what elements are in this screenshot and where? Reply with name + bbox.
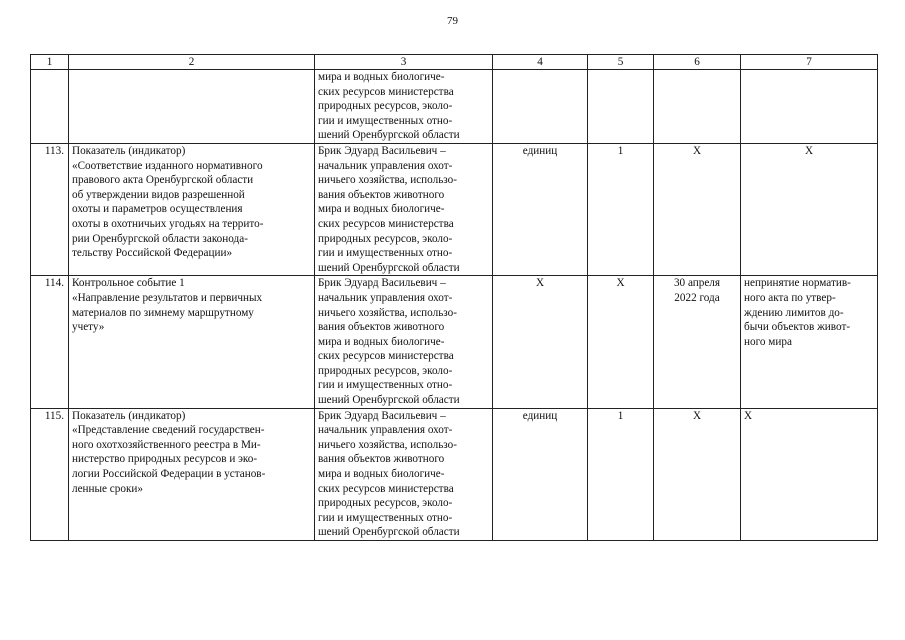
header-cell-2: 2 xyxy=(69,55,315,70)
row-number: 114. xyxy=(31,276,69,408)
table-row-115 xyxy=(31,408,878,540)
row-number xyxy=(31,70,69,144)
unit-cell: единиц xyxy=(493,143,588,275)
value-cell: 1 xyxy=(588,408,654,540)
header-cell-3: 3 xyxy=(315,55,493,70)
deadline-cell xyxy=(654,70,741,144)
table-header-row xyxy=(31,55,878,70)
value-cell: Х xyxy=(588,276,654,408)
table-row-114 xyxy=(31,276,878,408)
unit-cell: единиц xyxy=(493,408,588,540)
indicator-name xyxy=(69,70,315,144)
value-cell: 1 xyxy=(588,143,654,275)
document-table xyxy=(30,54,878,541)
deadline-cell: 30 апреля 2022 года xyxy=(654,276,741,408)
note-cell: непринятие норматив- ного акта по утвер- ждению лимитов до- бычи объектов живот- ного мира xyxy=(741,276,878,408)
responsible-person: Брик Эдуард Васильевич – начальник управления охот- ничьего хозяйства, использо- вания объектов животного мира и водных биологиче- ских ресурсов министерства природных ресурсов, эколо- гии и имущественных отно- шений Оренбургской области xyxy=(315,408,493,540)
value-cell xyxy=(588,70,654,144)
indicator-name: Контрольное событие 1 «Направление результатов и первичных материалов по зимнему маршрутному учету» xyxy=(69,276,315,408)
unit-cell: Х xyxy=(493,276,588,408)
unit-cell xyxy=(493,70,588,144)
indicator-name: Показатель (индикатор) «Соответствие изданного нормативного правового акта Оренбургской области об утверждении видов разрешенной охоты и параметров осуществления охоты в охотничьих угодьях на террито- рии Оренбургской области законода- тельству Российской Федерации» xyxy=(69,143,315,275)
note-cell: Х xyxy=(741,143,878,275)
deadline-cell: Х xyxy=(654,408,741,540)
header-cell-1: 1 xyxy=(31,55,69,70)
page-number: 79 xyxy=(447,15,458,27)
header-cell-4: 4 xyxy=(493,55,588,70)
indicator-name: Показатель (индикатор) «Представление сведений государствен- ного охотхозяйственного реестра в Ми- нистерство природных ресурсов и эко- логии Российской Федерации в установ- ленные сроки» xyxy=(69,408,315,540)
note-cell xyxy=(741,70,878,144)
row-number: 115. xyxy=(31,408,69,540)
responsible-person: Брик Эдуард Васильевич – начальник управления охот- ничьего хозяйства, использо- вания объектов животного мира и водных биологиче- ских ресурсов министерства природных ресурсов, эколо- гии и имущественных отно- шений Оренбургской области xyxy=(315,143,493,275)
responsible-person: Брик Эдуард Васильевич – начальник управления охот- ничьего хозяйства, использо- вания объектов животного мира и водных биологиче- ских ресурсов министерства природных ресурсов, эколо- гии и имущественных отно- шений Оренбургской области xyxy=(315,276,493,408)
deadline-cell: Х xyxy=(654,143,741,275)
header-cell-7: 7 xyxy=(741,55,878,70)
note-cell: Х xyxy=(741,408,878,540)
table-row-113 xyxy=(31,143,878,275)
row-number: 113. xyxy=(31,143,69,275)
header-cell-5: 5 xyxy=(588,55,654,70)
responsible-person: мира и водных биологиче- ских ресурсов министерства природных ресурсов, эколо- гии и имущественных отно- шений Оренбургской области xyxy=(315,70,493,144)
header-cell-6: 6 xyxy=(654,55,741,70)
table-row-continuation xyxy=(31,70,878,144)
